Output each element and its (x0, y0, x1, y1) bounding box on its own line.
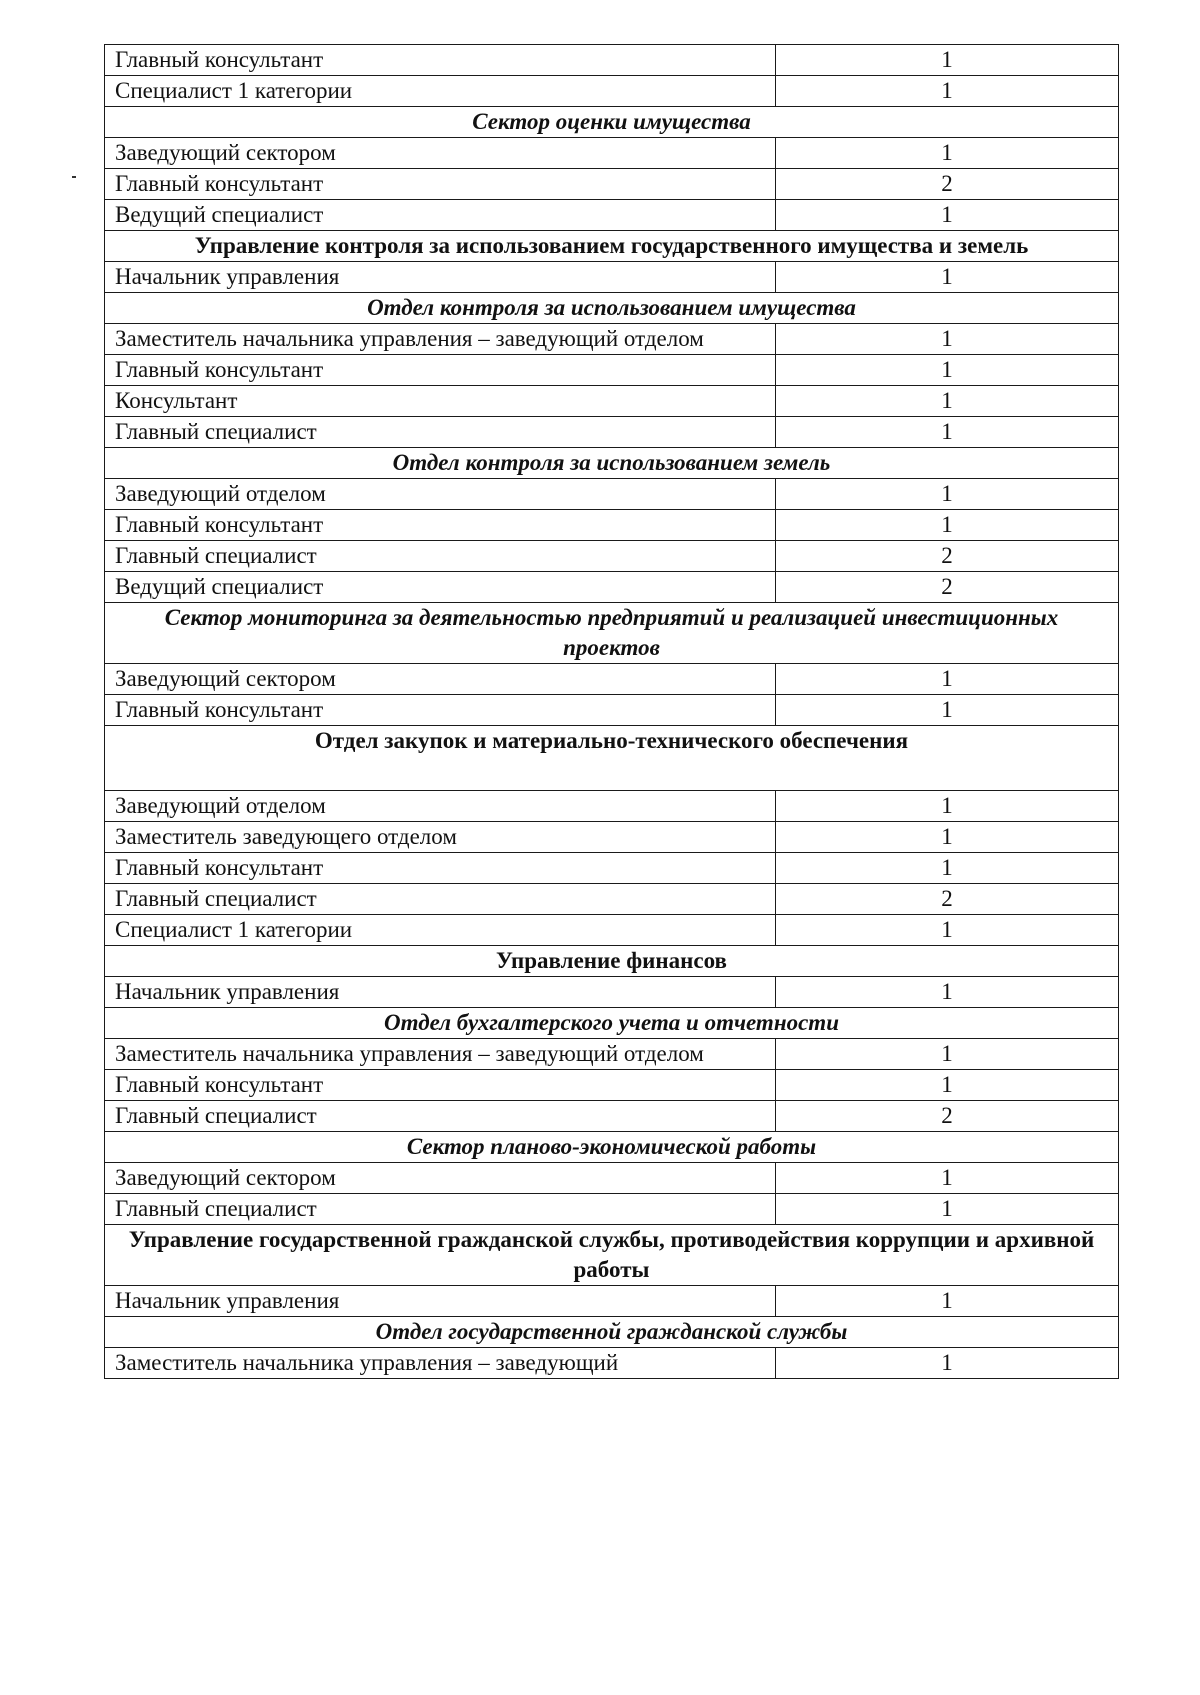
subdivision-title: Сектор мониторинга за деятельностью предприятий и реализацией инвестиционных проектов (105, 603, 1119, 664)
position-row (105, 262, 1119, 293)
position-row (105, 664, 1119, 695)
position-row (105, 200, 1119, 231)
department-header-row (105, 1225, 1119, 1286)
position-row (105, 76, 1119, 107)
position-count: 2 (776, 1101, 1119, 1132)
position-title: Заведующий сектором (105, 1163, 776, 1194)
subdivision-header-row (105, 1317, 1119, 1348)
subdivision-header-row (105, 107, 1119, 138)
position-row (105, 417, 1119, 448)
position-row (105, 695, 1119, 726)
position-row (105, 541, 1119, 572)
position-title: Заведующий сектором (105, 138, 776, 169)
department-header-row (105, 726, 1119, 791)
position-count: 2 (776, 169, 1119, 200)
position-title: Заместитель заведующего отделом (105, 822, 776, 853)
position-title: Начальник управления (105, 1286, 776, 1317)
position-row (105, 1070, 1119, 1101)
position-count: 1 (776, 822, 1119, 853)
position-count: 1 (776, 1348, 1119, 1379)
position-count: 2 (776, 884, 1119, 915)
position-count: 1 (776, 791, 1119, 822)
position-row (105, 791, 1119, 822)
position-count: 1 (776, 417, 1119, 448)
position-row (105, 853, 1119, 884)
position-title: Заведующий отделом (105, 479, 776, 510)
position-row (105, 1163, 1119, 1194)
position-title: Заместитель начальника управления – заведующий отделом (105, 1039, 776, 1070)
position-count: 1 (776, 664, 1119, 695)
position-row (105, 1286, 1119, 1317)
position-count: 1 (776, 138, 1119, 169)
subdivision-title: Сектор планово-экономической работы (105, 1132, 1119, 1163)
position-count: 2 (776, 541, 1119, 572)
department-title: Управление финансов (105, 946, 1119, 977)
position-count: 1 (776, 510, 1119, 541)
position-row (105, 169, 1119, 200)
position-title: Заведующий отделом (105, 791, 776, 822)
position-title: Главный консультант (105, 355, 776, 386)
position-count: 1 (776, 1286, 1119, 1317)
department-title: Управление контроля за использованием государственного имущества и земель (105, 231, 1119, 262)
position-count: 1 (776, 695, 1119, 726)
position-title: Главный консультант (105, 45, 776, 76)
subdivision-title: Отдел контроля за использованием имущества (105, 293, 1119, 324)
position-row (105, 510, 1119, 541)
position-count: 1 (776, 1070, 1119, 1101)
position-title: Заместитель начальника управления – заведующий (105, 1348, 776, 1379)
position-count: 1 (776, 1194, 1119, 1225)
position-row (105, 479, 1119, 510)
position-count: 1 (776, 479, 1119, 510)
position-title: Специалист 1 категории (105, 915, 776, 946)
department-title: Управление государственной гражданской службы, противодействия коррупции и архивной работы (105, 1225, 1119, 1286)
position-count: 1 (776, 355, 1119, 386)
position-count: 1 (776, 262, 1119, 293)
position-title: Главный консультант (105, 695, 776, 726)
position-count: 1 (776, 386, 1119, 417)
department-header-row (105, 231, 1119, 262)
position-row (105, 355, 1119, 386)
position-title: Главный специалист (105, 1101, 776, 1132)
position-count: 1 (776, 76, 1119, 107)
position-row (105, 1194, 1119, 1225)
staffing-table (104, 44, 1119, 1379)
subdivision-header-row (105, 603, 1119, 664)
position-title: Заведующий сектором (105, 664, 776, 695)
position-count: 1 (776, 45, 1119, 76)
position-count: 1 (776, 1163, 1119, 1194)
subdivision-header-row (105, 448, 1119, 479)
position-title: Главный консультант (105, 853, 776, 884)
subdivision-title: Сектор оценки имущества (105, 107, 1119, 138)
position-title: Специалист 1 категории (105, 76, 776, 107)
position-row (105, 1039, 1119, 1070)
position-row (105, 45, 1119, 76)
position-title: Главный специалист (105, 1194, 776, 1225)
subdivision-header-row (105, 1132, 1119, 1163)
position-count: 1 (776, 324, 1119, 355)
subdivision-header-row (105, 1008, 1119, 1039)
position-title: Главный консультант (105, 169, 776, 200)
position-title: Главный специалист (105, 541, 776, 572)
position-row (105, 138, 1119, 169)
position-row (105, 572, 1119, 603)
position-count: 1 (776, 200, 1119, 231)
department-title: Отдел закупок и материально-технического обеспечения (105, 726, 1119, 791)
position-count: 2 (776, 572, 1119, 603)
position-row (105, 324, 1119, 355)
position-row (105, 884, 1119, 915)
subdivision-title: Отдел государственной гражданской службы (105, 1317, 1119, 1348)
position-row (105, 915, 1119, 946)
position-title: Главный специалист (105, 417, 776, 448)
scan-speck (72, 176, 76, 178)
position-row (105, 386, 1119, 417)
position-row (105, 1101, 1119, 1132)
position-count: 1 (776, 977, 1119, 1008)
subdivision-title: Отдел бухгалтерского учета и отчетности (105, 1008, 1119, 1039)
subdivision-header-row (105, 293, 1119, 324)
staffing-table-body (105, 45, 1119, 1379)
position-title: Главный специалист (105, 884, 776, 915)
position-title: Ведущий специалист (105, 572, 776, 603)
position-title: Главный консультант (105, 1070, 776, 1101)
position-count: 1 (776, 915, 1119, 946)
position-title: Начальник управления (105, 977, 776, 1008)
subdivision-title: Отдел контроля за использованием земель (105, 448, 1119, 479)
position-row (105, 1348, 1119, 1379)
position-count: 1 (776, 1039, 1119, 1070)
position-row (105, 977, 1119, 1008)
position-title: Главный консультант (105, 510, 776, 541)
department-header-row (105, 946, 1119, 977)
position-title: Начальник управления (105, 262, 776, 293)
position-title: Ведущий специалист (105, 200, 776, 231)
position-title: Заместитель начальника управления – заведующий отделом (105, 324, 776, 355)
position-title: Консультант (105, 386, 776, 417)
position-row (105, 822, 1119, 853)
position-count: 1 (776, 853, 1119, 884)
